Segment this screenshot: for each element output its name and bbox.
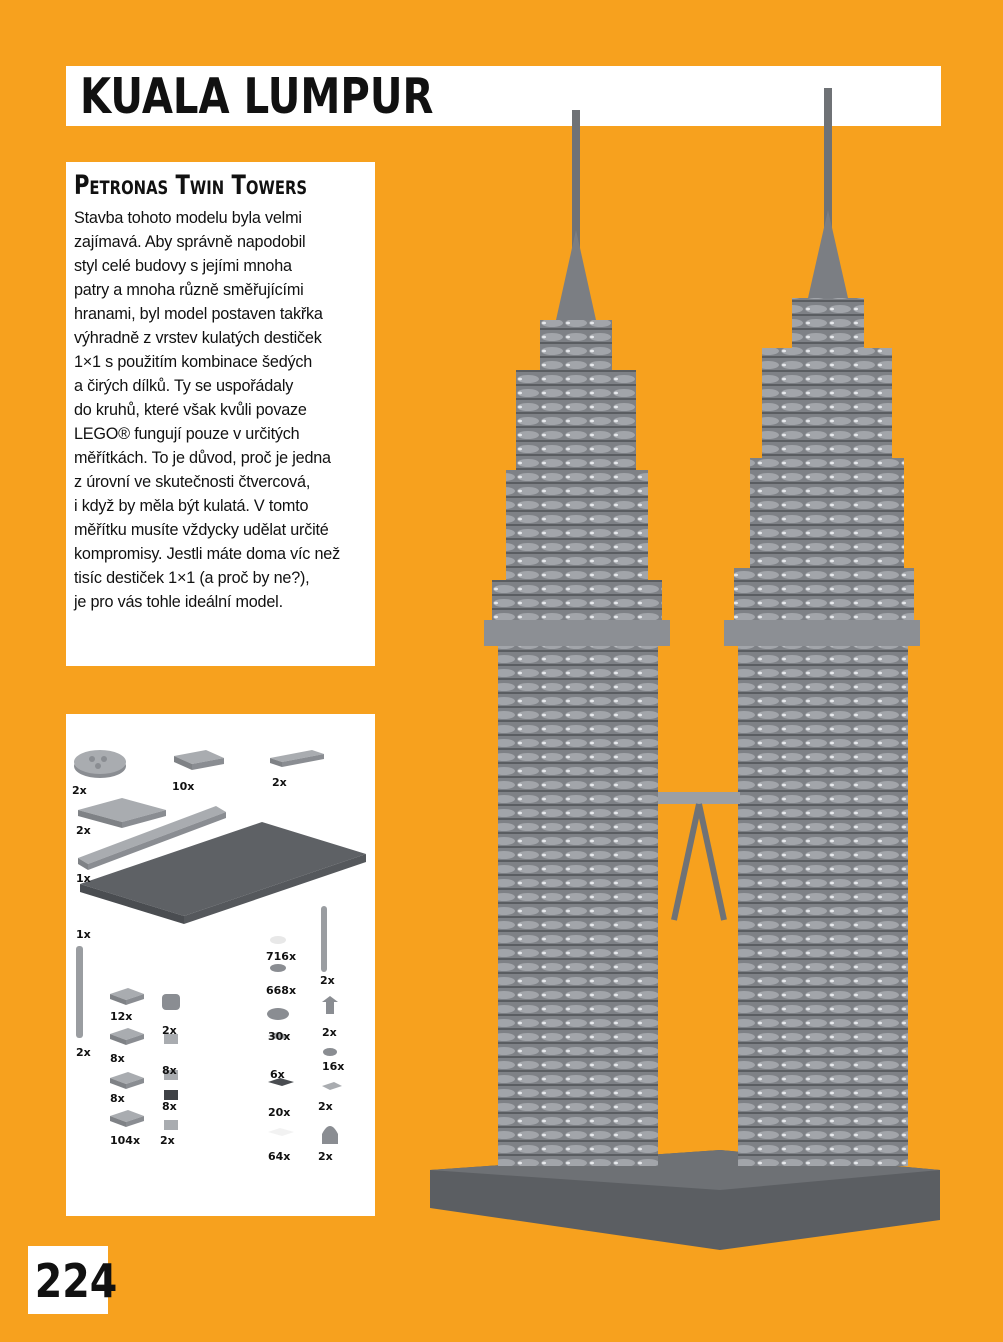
page-number-text: 224 (34, 1254, 118, 1308)
description-panel (66, 162, 375, 666)
section-subtitle: Petronas Twin Towers (74, 170, 308, 201)
page-number (28, 1246, 118, 1314)
part-qty: 64x (268, 1150, 291, 1163)
part-qty: 2x (162, 1024, 177, 1037)
text-line: LEGO® fungují pouze v určitých (74, 425, 300, 443)
part-qty: 6x (270, 1068, 285, 1081)
text-line: zajímavá. Aby správně napodobil (74, 233, 306, 251)
part-qty: 2x (322, 1026, 337, 1039)
part-qty: 2x (272, 776, 287, 789)
bar-short-piece (321, 906, 327, 972)
part-qty: 10x (172, 780, 195, 793)
part-qty: 20x (268, 1106, 291, 1119)
text-line: i když by měla být kulatá. V tomto (74, 497, 309, 515)
text-line: patry a mnoha různě směřujícími (74, 281, 304, 299)
text-line: 1×1 s použitím kombinace šedých (74, 353, 313, 371)
text-line: kompromisy. Jestli máte doma víc než (74, 545, 340, 563)
part-qty: 2x (72, 784, 87, 797)
part-qty: 2x (160, 1134, 175, 1147)
skybridge (658, 792, 740, 920)
text-line: Stavba tohoto modelu byla velmi (74, 209, 302, 227)
plate-2x3-piece (174, 750, 224, 770)
part-qty: 8x (110, 1052, 125, 1065)
part-qty: 2x (318, 1150, 333, 1163)
part-qty: 2x (76, 1046, 91, 1059)
plate-4x4-piece (78, 798, 166, 828)
part-qty: 2x (320, 974, 335, 987)
text-line: hranami, byl model postaven takřka (74, 305, 323, 323)
part-qty: 8x (110, 1092, 125, 1105)
parts-list-panel (66, 714, 375, 1216)
text-line: styl celé budovy s jejími mnoha (74, 257, 292, 275)
round-plate-piece (74, 750, 126, 778)
part-qty: 30x (268, 1030, 291, 1043)
text-line: do kruhů, které však kvůli povaze (74, 401, 307, 419)
part-qty: 1x (76, 872, 91, 885)
text-line: tisíc destiček 1×1 (a proč by ne?), (74, 569, 310, 587)
text-line: výhradně z vrstev kulatých destiček (74, 329, 322, 347)
part-qty: 716x (266, 950, 297, 963)
petronas-towers-model-image (420, 80, 980, 1280)
bar-long-piece (76, 946, 83, 1038)
description-text (74, 206, 374, 614)
part-qty: 16x (322, 1060, 345, 1073)
part-qty: 2x (318, 1100, 333, 1113)
text-line: a čirých dílků. Ty se uspořádaly (74, 377, 294, 395)
part-qty: 2x (76, 824, 91, 837)
part-qty: 8x (162, 1100, 177, 1113)
parts-list (66, 714, 375, 1216)
plate-1x4-piece (270, 750, 324, 767)
left-tower (484, 110, 670, 1166)
text-line: měřítkách. To je důvod, proč je jedna (74, 449, 331, 467)
text-line: z úrovní ve skutečnosti čtvercová, (74, 473, 311, 491)
part-qty: 8x (162, 1064, 177, 1077)
page-title: KUALA LUMPUR (80, 68, 434, 125)
text-line: je pro vás tohle ideální model. (74, 593, 283, 611)
part-qty: 668x (266, 984, 297, 997)
part-qty: 104x (110, 1134, 141, 1147)
text-line: měřítku musíte vždycky udělat určité (74, 521, 329, 539)
right-tower (724, 88, 920, 1166)
part-qty: 1x (76, 928, 91, 941)
part-qty: 12x (110, 1010, 133, 1023)
